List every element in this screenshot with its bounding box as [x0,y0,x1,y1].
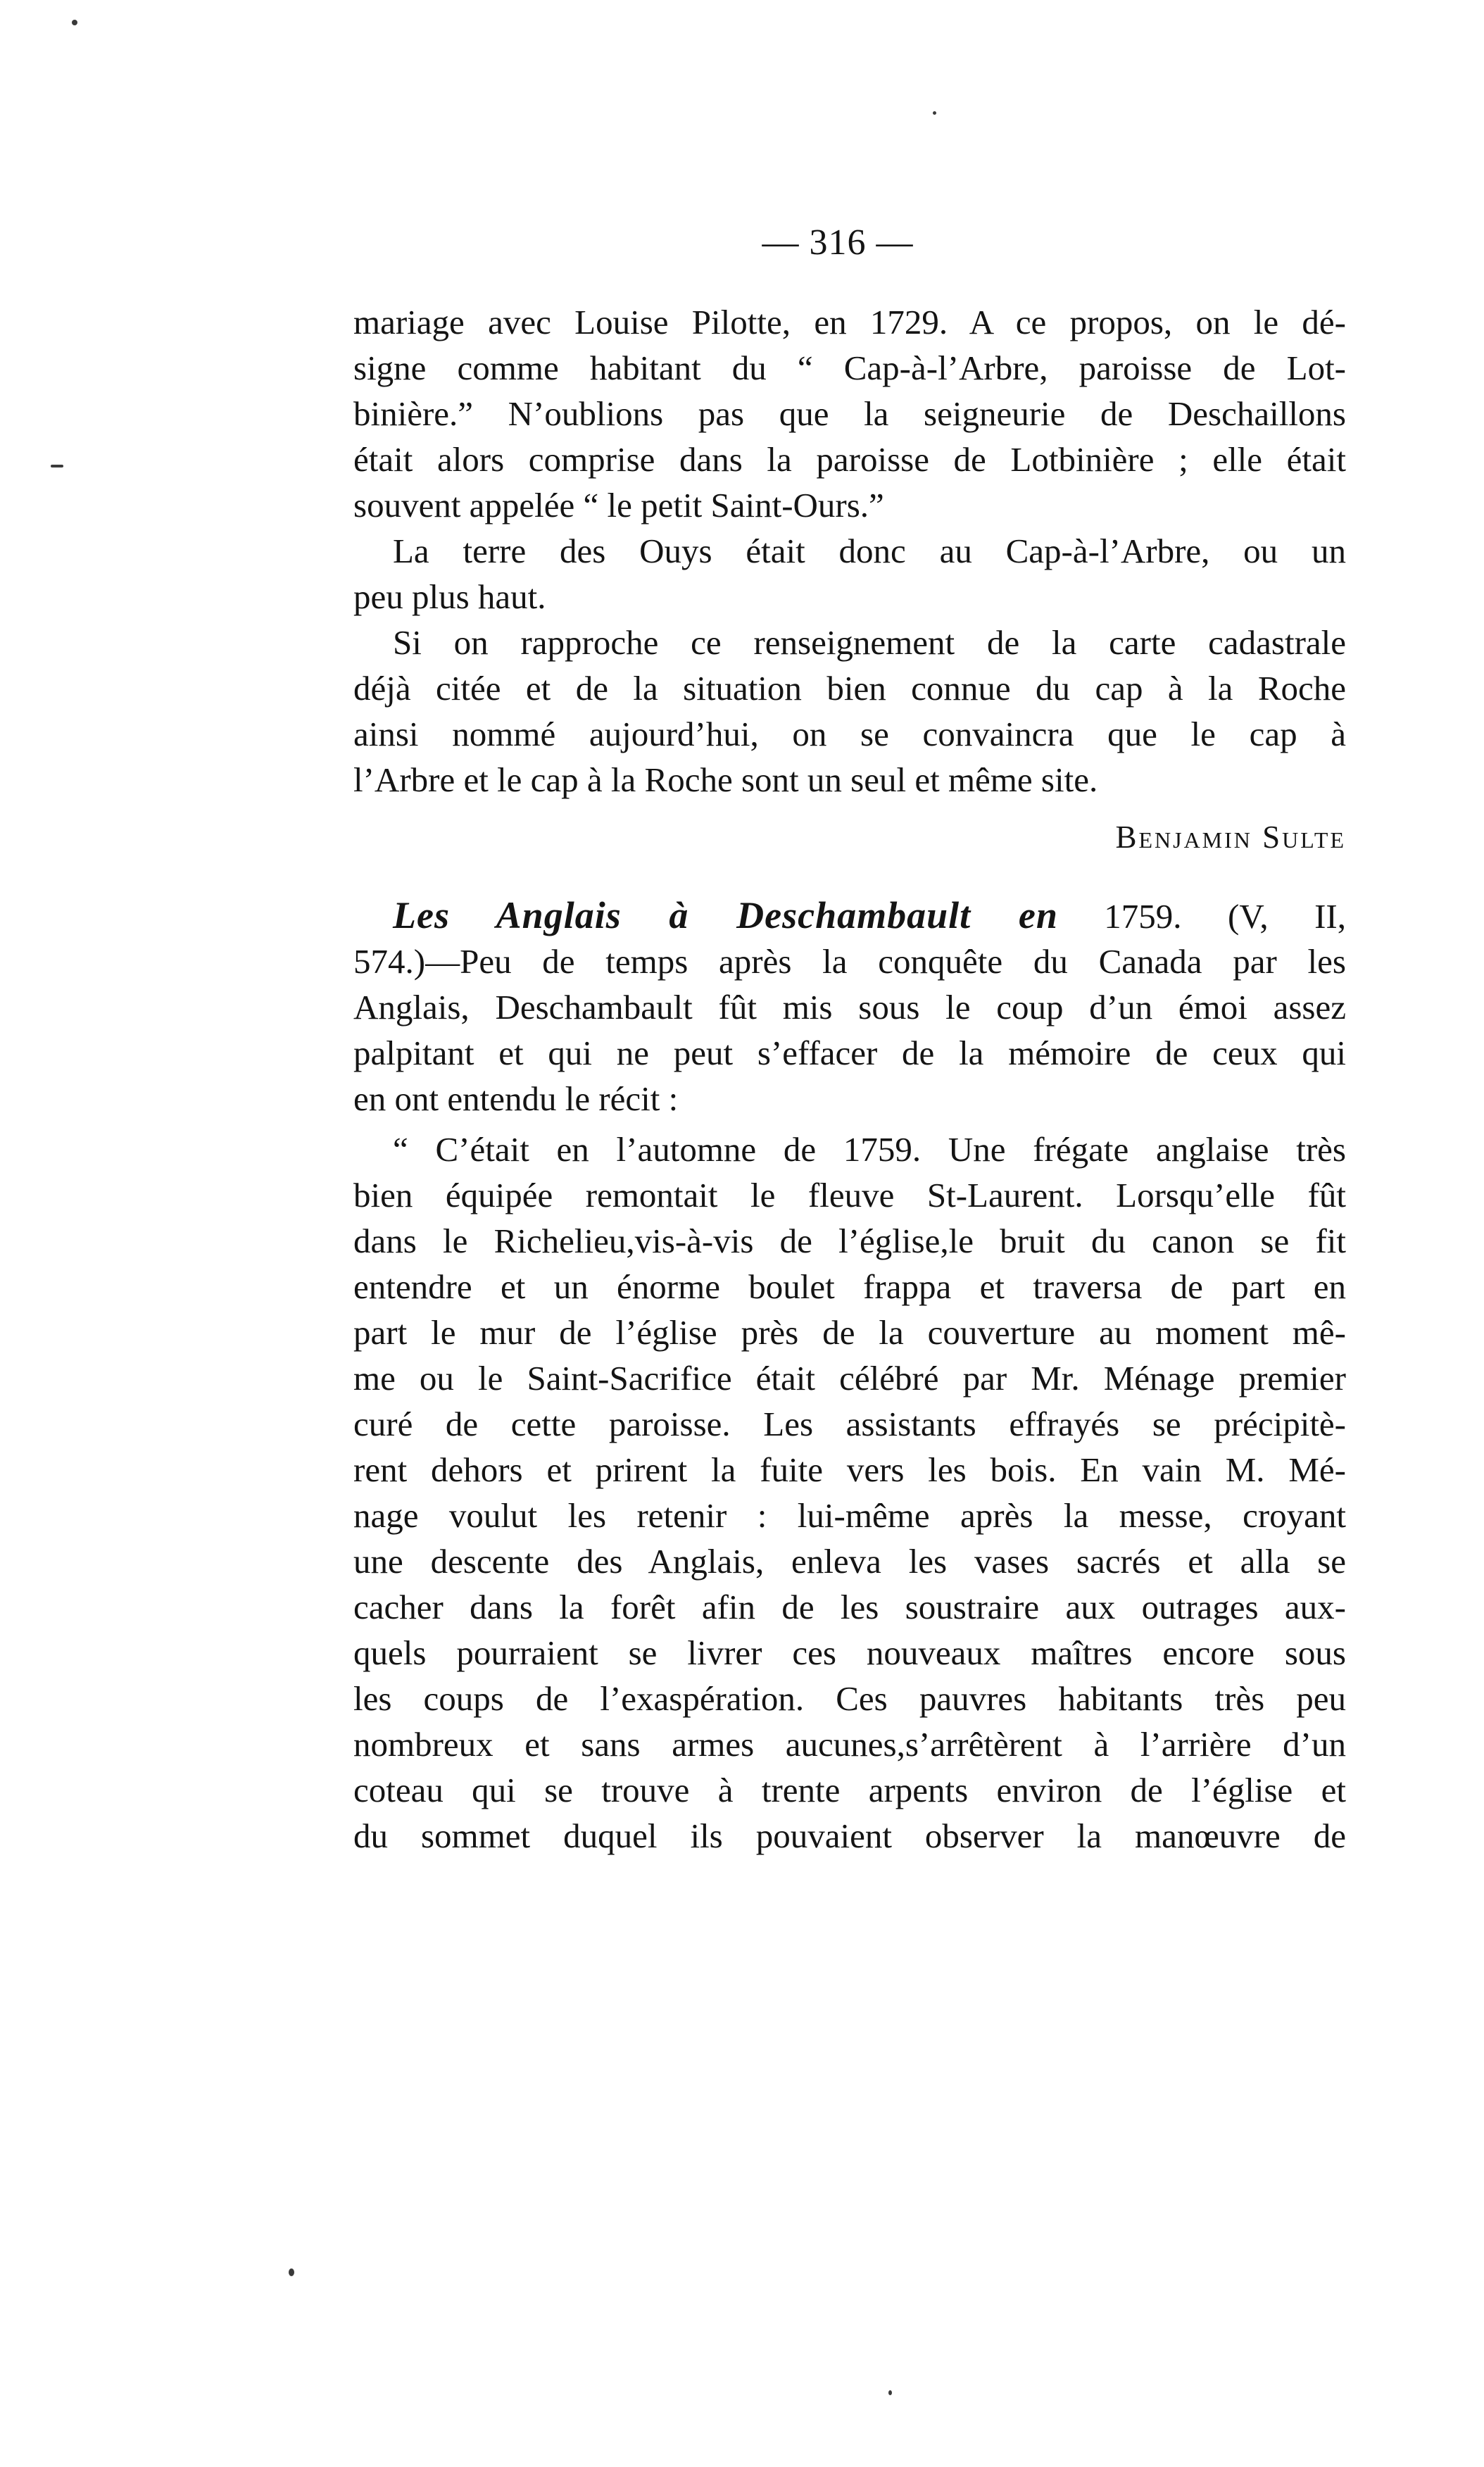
text-line: coteau qui se trouve à trente arpents environ de l’église et [353,1771,1346,1809]
text-line: une descente des Anglais, enleva les vases sacrés et alla se [353,1542,1346,1581]
text-line: mariage avec Louise Pilotte, en 1729. A ce propos, on le dé- [353,303,1346,341]
text-line: ainsi nommé aujourd’hui, on se convaincra que le cap à [353,715,1346,753]
text-line: signe comme habitant du “ Cap-à-l’Arbre, paroisse de Lot- [353,349,1346,387]
text-line: binière.” N’oublions pas que la seigneurie de Deschaillons [353,394,1346,433]
ink-speck [72,20,77,25]
text-line: entendre et un énorme boulet frappa et traversa de part en [353,1267,1346,1306]
text-line: 574.)—Peu de temps après la conquête du Canada par les [353,942,1346,981]
text-line: les coups de l’exaspération. Ces pauvres habitants très peu [353,1679,1346,1718]
text-line: part le mur de l’église près de la couverture au moment mê- [353,1313,1346,1352]
text-line: palpitant et qui ne peut s’effacer de la mémoire de ceux qui [353,1034,1346,1072]
text-line: cacher dans la forêt afin de les soustraire aux outrages aux- [353,1588,1346,1626]
ink-speck [888,2390,892,2395]
text-line: dans le Richelieu,vis-à-vis de l’église,le bruit du canon se fit [353,1222,1346,1260]
article-deschambault [353,893,1346,1122]
ink-speck [51,465,63,467]
paragraph-cap [353,620,1346,803]
text-line: du sommet duquel ils pouvaient observer la manœuvre de [353,1816,1346,1855]
page-number: — 316 — [762,222,914,263]
text-line: quels pourraient se livrer ces nouveaux maîtres encore sous [353,1633,1346,1672]
text-line: souvent appelée “ le petit Saint-Ours.” [353,486,884,525]
quoted-account [353,1126,1346,1859]
ink-speck [933,111,936,115]
text-line: La terre des Ouys était donc au Cap-à-l’Arbre, ou un [393,532,1346,570]
article-heading-line [353,893,1346,939]
article-title: Les Anglais à Deschambault en [393,894,1058,936]
text-line: curé de cette paroisse. Les assistants effrayés se précipitè- [353,1405,1346,1443]
text-line: nage voulut les retenir : lui-même après la messe, croyant [353,1496,1346,1535]
text-line: en ont entendu le récit : [353,1079,679,1118]
text-line: Anglais, Deschambault fût mis sous le coup d’un émoi assez [353,988,1346,1027]
text-line: l’Arbre et le cap à la Roche sont un seul et même site. [353,760,1098,799]
text-line: nombreux et sans armes aucunes,s’arrêtèrent à l’arrière d’un [353,1725,1346,1764]
paragraph-continuation [353,299,1346,528]
text-line: bien équipée remontait le fleuve St-Laurent. Lorsqu’elle fût [353,1176,1346,1214]
text-line: Si on rapproche ce renseignement de la carte cadastrale [393,623,1346,662]
text-line: me ou le Saint-Sacrifice était célébré par Mr. Ménage premier [353,1359,1346,1398]
text-line: déjà citée et de la situation bien connue du cap à la Roche [353,669,1346,708]
text-line: peu plus haut. [353,577,546,616]
author-signature: Benjamin Sulte [1115,820,1346,855]
ink-speck [289,2268,294,2276]
paragraph-ouys [353,528,1346,620]
article-reference: 1759. (V, II, [1057,897,1346,936]
text-line: était alors comprise dans la paroisse de Lotbinière ; elle était [353,440,1346,479]
text-line: “ C’était en l’automne de 1759. Une frégate anglaise très [393,1130,1346,1169]
text-line: rent dehors et prirent la fuite vers les bois. En vain M. Mé- [353,1450,1346,1489]
